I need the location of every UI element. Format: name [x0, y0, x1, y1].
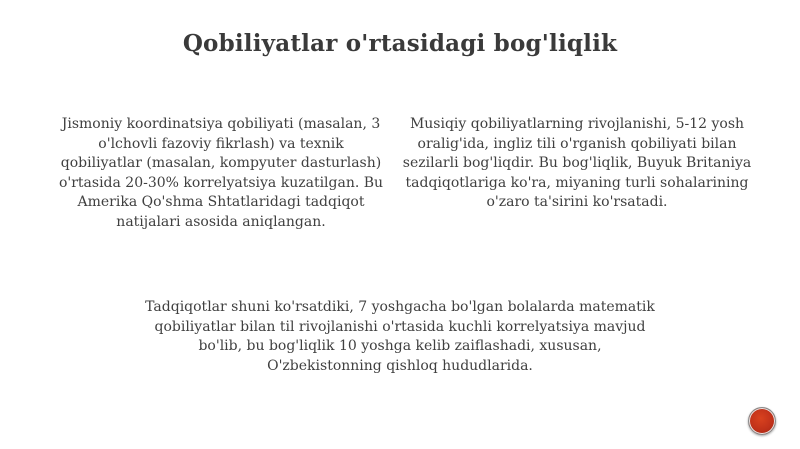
paragraph-right: Musiqiy qobiliyatlarning rivojlanishi, 5-12 yosh oralig'ida, ingliz tili o'rganish qobiliyati bilan sezilarli bog'liqdir. Bu bog'liqlik, Buyuk Britaniya tadqiqotlariga ko'ra, miyaning turli sohalarining o'zaro ta'sirini ko'rsatadi.: [402, 116, 752, 210]
next-slide-circle-icon[interactable]: [748, 407, 776, 435]
paragraph-left: Jismoniy koordinatsiya qobiliyati (masalan, 3 o'lchovli fazoviy fikrlash) va texnik qobiliyatlar (masalan, kompyuter dasturlash) o'rtasida 20-30% korrelyatsiya kuzatilgan. Bu Amerika Qo'shma Shtatlaridagi tadqiqot natijalari asosida aniqlangan.: [58, 116, 384, 230]
paragraph-bottom: Tadqiqotlar shuni ko'rsatdiki, 7 yoshgacha bo'lgan bolalarda matematik qobiliyatlar bilan til rivojlanishi o'rtasida kuchli korrelyatsiya mavjud bo'lib, bu bog'liqlik 10 yoshga kelib zaiflashadi, xususan, O'zbekistonning qishloq hududlarida.: [145, 299, 655, 374]
slide-title: Qobiliyatlar o'rtasidagi bog'liqlik: [182, 30, 618, 57]
